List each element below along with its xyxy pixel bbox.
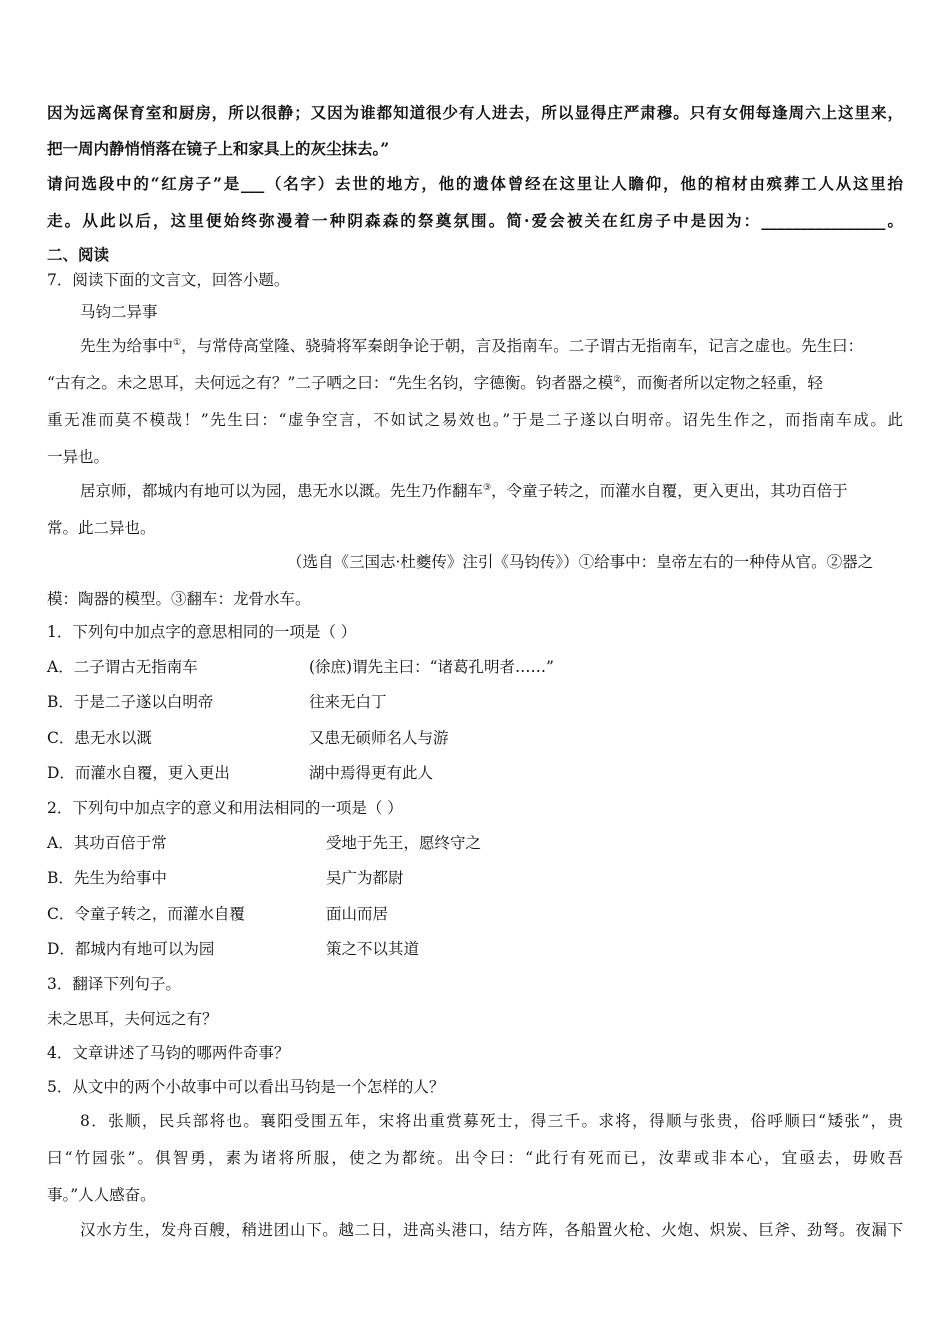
q8-line-2: 曰“竹园张”。俱智勇，素为诸将所服，使之为都统。出令曰：“此行有死而已，汝辈或非本心，宜亟去，毋败吾: [47, 1149, 903, 1167]
intro-question-line-1: 请问选段中的“红房子”是___（名字）去世的地方，他的遗体曾经在这里让人瞻仰，他的棺材由殡葬工人从这里抬: [47, 174, 903, 193]
q1-option-a: A．二子谓古无指南车: [47, 658, 198, 676]
q2-option-a: A．其功百倍于常: [47, 834, 167, 852]
q1-option-c: C．患无水以溉: [47, 729, 152, 747]
intro-line-2: 把一周内静悄悄落在镜子上和家具上的灰尘抹去。”: [47, 139, 390, 158]
passage-p2-line-2: 常。此二异也。: [47, 519, 156, 537]
intro-question-line-2: 走。从此以后，这里便始终弥漫着一种阴森森的祭奠氛围。简·爱会被关在红房子中是因为：________________。: [47, 211, 903, 230]
passage-p1-line-4: 一异也。: [47, 448, 110, 466]
q1-option-d-compare: 湖中焉得更有此人: [309, 764, 434, 782]
q5-stem: 5．从文中的两个小故事中可以看出马钧是一个怎样的人？: [47, 1078, 445, 1096]
q2-option-a-compare: 受地于先王，愿终守之: [326, 834, 482, 852]
q3-stem: 3．翻译下列句子。: [47, 975, 181, 993]
passage-title: 马钧二异事: [80, 303, 158, 321]
q8-line-1: 8．张顺，民兵部将也。襄阳受围五年，宋将出重赏募死士，得三千。求将，得顺与张贵，俗呼顺曰“矮张”，贵: [80, 1112, 903, 1130]
q1-option-b-compare: 往来无白丁: [309, 693, 387, 711]
q1-option-a-compare: (徐庶)谓先主曰：“诸葛孔明者……”: [309, 658, 554, 676]
q7-stem: 7．阅读下面的文言文，回答小题。: [47, 271, 290, 289]
q1-option-d: D．而灌水自覆，更入更出: [47, 764, 230, 782]
footnote-marker-3: ③: [483, 483, 492, 493]
q1-option-c-compare: 又患无硕师名人与游: [309, 729, 449, 747]
passage-p1-line-1: 先生为给事中①，与常侍高堂隆、骁骑将军秦朗争论于朝，言及指南车。二子谓古无指南车，记言之虚也。先生曰：: [80, 337, 864, 355]
q8-line-4: 汉水方生，发舟百艘，稍进团山下。越二日，进高头港口，结方阵，各船置火枪、火炮、炽炭、巨斧、劲弩。夜漏下: [80, 1221, 903, 1239]
source-line-1: （选自《三国志·杜夔传》注引《马钧传》）①给事中：皇帝左右的一种侍从官。②器之: [287, 553, 874, 571]
passage-p2-line-1: 居京师，都城内有地可以为园，患无水以溉。先生乃作翻车③，令童子转之，而灌水自覆，更入更出，其功百倍于: [80, 482, 848, 500]
q2-option-d-compare: 策之不以其道: [326, 940, 420, 958]
q2-option-b: B．先生为给事中: [47, 869, 167, 887]
q8-line-3: 事。”人人感奋。: [47, 1186, 156, 1204]
q3-sentence: 未之思耳，夫何远之有？: [47, 1010, 218, 1028]
q4-stem: 4．文章讲述了马钧的哪两件奇事？: [47, 1044, 290, 1062]
passage-p1-line-2: “古有之。未之思耳，夫何远之有？”二子哂之曰：“先生名钧，字德衡。钧者器之模②，而衡者所以定物之轻重，轻: [47, 374, 823, 392]
q2-option-b-compare: 吴广为都尉: [326, 869, 404, 887]
q2-option-d: D．都城内有地可以为园: [47, 940, 215, 958]
q2-option-c-compare: 面山而居: [326, 905, 389, 923]
footnote-marker-2: ②: [613, 375, 622, 385]
q2-option-c: C．令童子转之，而灌水自覆: [47, 905, 245, 923]
passage-p1-line-3: 重无准而莫不模哉！”先生曰：“虚争空言，不如试之易效也。”于是二子遂以白明帝。诏先生作之，而指南车成。此: [47, 411, 903, 429]
section-heading: 二、阅读: [47, 245, 110, 264]
q1-option-b: B．于是二子遂以白明帝: [47, 693, 214, 711]
source-line-2: 模：陶器的模型。③翻车：龙骨水车。: [47, 590, 311, 608]
footnote-marker-1: ①: [173, 338, 182, 348]
q2-stem: 2．下列句中加点字的意义和用法相同的一项是（ ）: [47, 799, 403, 817]
intro-line-1: 因为远离保育室和厨房，所以很静；又因为谁都知道很少有人进去，所以显得庄严肃穆。只有女佣每逢周六上这里来，: [47, 103, 903, 122]
q1-stem: 1．下列句中加点字的意思相同的一项是（ ）: [47, 623, 357, 641]
